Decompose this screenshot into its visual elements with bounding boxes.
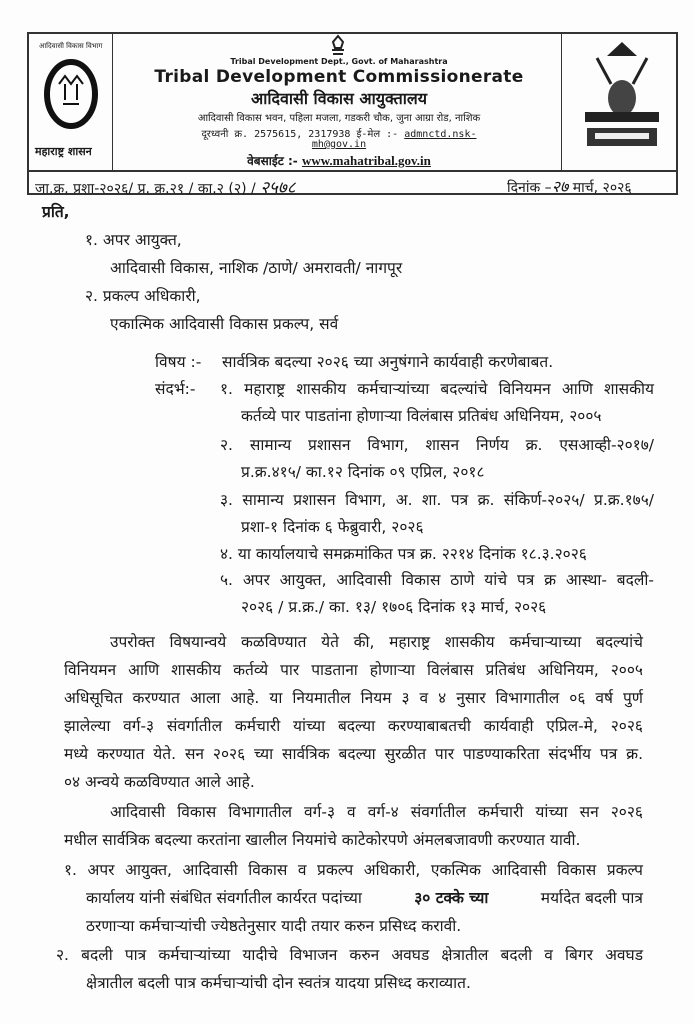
highlighted-percentage: ३० टक्के च्या	[414, 889, 489, 907]
divider	[112, 34, 113, 170]
national-emblem-icon	[327, 34, 349, 58]
tribal-dept-logo: आदिवासी विकास विभाग महाराष्ट्र शासन	[35, 40, 107, 164]
subject-text: सार्वत्रिक बदल्या २०२६ च्या अनुषंगाने कार्यवाही करणेबाबत.	[222, 353, 554, 371]
handwritten-number: २५७८	[260, 178, 296, 198]
email-link[interactable]: admnctd.nsk-	[404, 129, 477, 140]
maharashtra-seal-icon	[577, 38, 667, 166]
references-label: संदर्भ:-	[155, 380, 196, 398]
recipient-1: १. अपर आयुक्त,	[85, 231, 182, 249]
subject-label: विषय :-	[155, 353, 202, 371]
letterhead: आदिवासी विकास विभाग महाराष्ट्र शासन Tribal Development Dept., Govt. of Maharashtra Tribal Development Commissionerate आदिवासी विकास आयुक्तालय आदिवासी विकास भवन, पहिला मजला, गडकरी चौक, जुना आग्रा रोड, नाशिक दूरध्वनी क्र. 2575615, 2317938 ई-मेल :- admnctd.nsk- mh@gov.in वेबसाईट :- www.mahatribal.gov.in जा.क्र. प्रशा-२०२६/ प्र. क्र.२१ / का.२ (२) / २५७८ दिनांक –२७ मार्च, २०२६	[27, 32, 678, 195]
website-link[interactable]: www.mahatribal.gov.in	[301, 153, 431, 168]
emblem-icon	[35, 54, 107, 144]
email-link[interactable]: mh@gov.in	[311, 139, 367, 150]
document-page: आदिवासी विकास विभाग महाराष्ट्र शासन Tribal Development Dept., Govt. of Maharashtra Tribal Development Commissionerate आदिवासी विकास आयुक्तालय आदिवासी विकास भवन, पहिला मजला, गडकरी चौक, जुना आग्रा रोड, नाशिक दूरध्वनी क्र. 2575615, 2317938 ई-मेल :- admnctd.nsk- mh@gov.in वेबसाईट :- www.mahatribal.gov.in जा.क्र. प्रशा-२०२६/ प्र. क्र.२१ / का.२ (२) / २५७८ दिनांक –२७ मार्च, २०२६ प्रति, १. अपर आयुक्त, आदिवासी विकास, नाशिक /ठाणे/ अमरावती/ नागपूर २. प्रकल्प अधिकारी, एकात्मिक आदिवासी विकास प्रकल्प, सर्व विषय :- सार्वत्रिक बदल्या २०२६ च्या अनुषंगाने कार्यवाही करणेबाबत. संदर्भ:- १. महाराष्ट्र शासकीय कर्मचाऱ्यांच्या बदल्यांचे विनियमन आणि शासकीय कर्तव्ये पार पाडतांना होणाऱ्या विलंबास प्रतिबंध अधिनियम, २००५ २. सामान्य प्रशासन विभाग, शासन निर्णय क्र. एसआव्ही-२०१७/ प्र.क्र.४१५/ का.१२ दिनांक ०९ एप्रिल, २०१८ ३. सामान्य प्रशासन विभाग, अ. शा. पत्र क्र. संकिर्ण-२०२५/ प्र.क्र.१७५/ प्रशा-१ दिनांक ६ फेब्रुवारी, २०२६ ४. या कार्यालयाचे समक्रमांकित पत्र क्र. २२१४ दिनांक १८.३.२०२६ ५. अपर आयुक्त, आदिवासी विकास ठाणे यांचे पत्र क्र आस्था- बदली- २०२६ / प्र.क्र./ का. १३/ १७०६ दिनांक १३ मार्च, २०२६ उपरोक्त विषयान्वये कळविण्यात येते की, महाराष्ट्र शासकीय कर्मचाऱ्याच्या बदल्यांचे विनियमन आणि शासकीय कर्तव्ये पार पाडताना होणाऱ्या विलंबास प्रतिबंध अधिनियम, २००५ अधिसूचित करण्यात आला आहे. या नियमातील नियम ३ व ४ नुसार विभागातील ०६ वर्ष पुर्ण झालेल्या वर्ग-३ संवर्गातील कर्मचारी यांच्या बदल्या करण्याबाबतची कार्यवाही एप्रिल-मे, २०२६ मध्ये करण्यात येते. सन २०२६ च्या सार्वत्रिक बदल्या सुरळीत पार पाडण्याकरिता संदर्भीय पत्र क्र. ०४ अन्वये कळविण्यात आले आहे. आदिवासी विकास विभागातील वर्ग-३ व वर्ग-४ संवर्गातील कर्मचारी यांच्या सन २०२६ मधील सार्वत्रिक बदल्या करतांना खालील नियमांचे काटेकोरपणे अंमलबजावणी करण्यात यावी. १. अपर आयुक्त, आदिवासी विकास व प्रकल्प अधिकारी, एकत्मिक आदिवासी विकास प्रकल्प कार्यालय यांनी संबंधित संवर्गातील कार्यरत पदांच्या ३० टक्के च्या मर्यादेत बदली पात्र ठरणाऱ्या कर्मचाऱ्यांची ज्येष्ठतेनुसार यादी तयार करुन प्रसिध्द करावी. २. बदली पात्र कर्मचाऱ्यांच्या यादीचे विभाजन करुन अवघड क्षेत्रातील बदली व बिगर अवघड क्षेत्रातील बदली पात्र कर्मचाऱ्यांची दोन स्वतंत्र यादया प्रसिध्द कराव्यात.	[0, 0, 694, 1024]
recipient-2: २. प्रकल्प अधिकारी,	[85, 287, 201, 305]
reference-number: जा.क्र. प्रशा-२०२६/ प्र. क्र.२१ / का.२ (२) /	[35, 181, 256, 197]
letter-date: दिनांक –२७ मार्च, २०२६	[507, 177, 632, 196]
divider	[29, 170, 676, 172]
